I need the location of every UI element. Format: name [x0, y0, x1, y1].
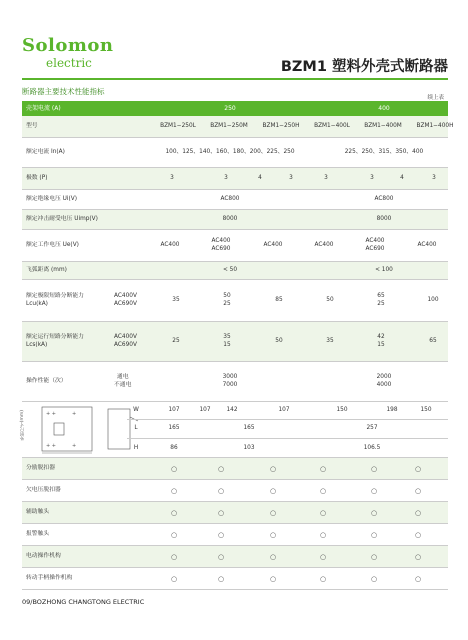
insulation-400: AC800 [374, 195, 394, 202]
table-header [22, 101, 448, 116]
pole-7: 3 [432, 174, 436, 181]
row-accessory-2 [22, 502, 448, 524]
accessory-mark-3-3: ○ [319, 530, 327, 539]
svg-text:+ +: + + [46, 443, 56, 449]
dim-l-label: L [134, 425, 138, 432]
row-accessory-1 [22, 480, 448, 502]
dim-w-2: 142 [226, 406, 238, 413]
accessory-mark-0-3: ○ [319, 464, 327, 473]
accessory-mark-5-3: ○ [319, 574, 327, 583]
accessory-mark-0-1: ○ [217, 464, 225, 473]
pole-2: 4 [258, 174, 262, 181]
dimensions-block [22, 402, 448, 458]
dim-w-6: 150 [420, 406, 432, 413]
lcu-4: 65 25 [377, 292, 385, 307]
accessory-mark-0-4: ○ [370, 464, 378, 473]
ops-400: 2000 4000 [376, 373, 392, 388]
accessory-mark-0-2: ○ [269, 464, 277, 473]
impulse-400: 8000 [376, 215, 392, 222]
accessory-mark-3-4: ○ [370, 530, 378, 539]
row-insulation [22, 190, 448, 210]
accessory-mark-2-0: ○ [170, 508, 178, 517]
dim-w-3: 107 [278, 406, 290, 413]
rated-current-label: 额定电流 In(A) [26, 148, 65, 155]
continued-note: 续上表 [427, 95, 444, 101]
dim-h-0: 86 [170, 444, 178, 451]
working-3: AC400 [314, 241, 334, 248]
arc-400: < 100 [375, 266, 393, 273]
accessory-mark-4-1: ○ [217, 552, 225, 561]
pole-3: 3 [289, 174, 293, 181]
row-lcu [22, 280, 448, 322]
lcs-4: 42 15 [377, 333, 385, 348]
lcs-1: 35 15 [223, 333, 231, 348]
row-dim-w [127, 402, 448, 420]
accessory-mark-4-0: ○ [170, 552, 178, 561]
title-divider [22, 78, 448, 80]
spec-table [20, 101, 454, 590]
lcs-0: 25 [172, 337, 180, 344]
working-4: AC400 AC690 [365, 237, 385, 252]
dim-h-1: 103 [243, 444, 255, 451]
insulation-label: 额定绝缘电压 Ui(V) [26, 195, 77, 202]
accessory-mark-1-4: ○ [370, 486, 378, 495]
dim-w-label: W [133, 406, 139, 413]
accessory-mark-5-5: ○ [414, 574, 422, 583]
pole-6: 4 [400, 174, 404, 181]
working-5: AC400 [417, 241, 437, 248]
dim-w-0: 107 [168, 406, 180, 413]
accessory-mark-5-1: ○ [217, 574, 225, 583]
accessory-mark-1-0: ○ [170, 486, 178, 495]
accessory-mark-2-1: ○ [217, 508, 225, 517]
row-rated-current [22, 138, 448, 168]
brand-logo: Solomon [22, 35, 114, 56]
working-0: AC400 [160, 241, 180, 248]
rated-current-250: 100、125、140、160、180、200、225、250 [165, 148, 295, 155]
header-label: 壳架电流 (A) [26, 104, 61, 112]
accessory-mark-0-0: ○ [170, 464, 178, 473]
accessory-label-2: 辅助触头 [26, 508, 50, 515]
accessory-mark-1-3: ○ [319, 486, 327, 495]
rated-current-400: 225、250、315、350、400 [344, 148, 424, 155]
pole-1: 3 [224, 174, 228, 181]
model-2: BZM1−250H [262, 122, 300, 129]
lcu-1: 50 25 [223, 292, 231, 307]
lcs-2: 50 [275, 337, 283, 344]
poles-label: 极数 (P) [26, 174, 48, 181]
row-models [22, 116, 454, 138]
lcu-2: 85 [275, 296, 283, 303]
breaker-dimension-drawing [32, 405, 142, 455]
arc-250: < 50 [222, 266, 238, 273]
row-dim-h [127, 439, 448, 458]
row-arc [22, 262, 448, 280]
accessory-label-5: 转动手柄操作机构 [26, 574, 73, 581]
accessory-label-3: 报警触头 [26, 530, 50, 537]
accessory-mark-0-5: ○ [414, 464, 422, 473]
accessory-mark-2-4: ○ [370, 508, 378, 517]
accessory-label-1: 欠电压脱扣器 [26, 486, 61, 493]
accessory-label-4: 电动操作机构 [26, 552, 61, 559]
row-accessory-4 [22, 546, 448, 568]
accessory-mark-2-5: ○ [414, 508, 422, 517]
lcs-voltage: AC400V AC690V [114, 333, 137, 348]
section-title: 断路器主要技术性能指标 [22, 87, 105, 96]
dim-h-label: H [133, 444, 139, 451]
lcu-3: 50 [326, 296, 334, 303]
row-dim-l [127, 420, 448, 439]
model-3: BZM1−400L [314, 122, 350, 129]
working-1: AC400 AC690 [211, 237, 231, 252]
pole-4: 3 [324, 174, 328, 181]
accessory-mark-5-0: ○ [170, 574, 178, 583]
page-title: BZM1 塑料外壳式断路器 [280, 59, 448, 75]
header-400: 400 [378, 104, 390, 112]
header-250: 250 [224, 104, 236, 112]
row-ops [22, 362, 448, 402]
ops-sub: 通电 不通电 [114, 373, 132, 388]
row-poles [22, 168, 448, 190]
brand-subtitle: electric [46, 56, 92, 70]
model-0: BZM1−250L [160, 122, 196, 129]
accessory-mark-1-1: ○ [217, 486, 225, 495]
row-accessory-0 [22, 458, 448, 480]
arc-label: 飞弧距离 (mm) [26, 266, 67, 273]
dim-l-1: 165 [243, 425, 255, 432]
svg-text:+ +: + + [46, 411, 56, 417]
lcs-3: 35 [326, 337, 334, 344]
dim-w-1: 107 [199, 406, 211, 413]
working-voltage-label: 额定工作电压 Ue(V) [26, 241, 79, 248]
dim-h-2: 106.5 [363, 444, 381, 451]
lcs-label: 额定运行短路分断能力 Lcs(kA) [26, 333, 84, 348]
row-impulse [22, 210, 448, 230]
impulse-250: 8000 [222, 215, 238, 222]
accessory-mark-3-0: ○ [170, 530, 178, 539]
pole-0: 3 [170, 174, 174, 181]
accessory-mark-3-2: ○ [269, 530, 277, 539]
ops-label: 操作性能（次） [26, 377, 67, 384]
model-4: BZM1−400M [364, 122, 402, 129]
dim-l-0: 165 [168, 425, 180, 432]
dim-w-4: 150 [336, 406, 348, 413]
accessory-mark-1-5: ○ [414, 486, 422, 495]
row-working-voltage [22, 230, 448, 262]
accessory-mark-1-2: ○ [269, 486, 277, 495]
model-1: BZM1−250M [210, 122, 248, 129]
accessory-mark-2-2: ○ [269, 508, 277, 517]
row-accessory-3 [22, 524, 448, 546]
lcu-0: 35 [172, 296, 180, 303]
insulation-250: AC800 [220, 195, 240, 202]
lcs-5: 65 [429, 337, 437, 344]
lcu-label: 额定极限短路分断能力 Lcu(kA) [26, 292, 84, 307]
row-lcs [22, 322, 448, 362]
lcu-voltage: AC400V AC690V [114, 292, 137, 307]
accessory-mark-4-5: ○ [414, 552, 422, 561]
accessory-label-0: 分励脱扣器 [26, 464, 55, 471]
pole-5: 3 [370, 174, 374, 181]
ops-250: 3000 7000 [222, 373, 238, 388]
accessory-mark-5-2: ○ [269, 574, 277, 583]
accessory-mark-2-3: ○ [319, 508, 327, 517]
lcu-5: 100 [427, 296, 439, 303]
dim-l-2: 257 [366, 425, 378, 432]
models-label: 型号 [26, 122, 38, 129]
impulse-label: 额定冲击耐受电压 Uimp(V) [26, 215, 98, 222]
accessory-mark-5-4: ○ [370, 574, 378, 583]
dim-w-5: 198 [386, 406, 398, 413]
dimensions-side-label: 外形尺寸(mm) [20, 410, 25, 441]
accessory-mark-3-5: ○ [414, 530, 422, 539]
accessory-mark-3-1: ○ [217, 530, 225, 539]
working-2: AC400 [263, 241, 283, 248]
page-footer: 09/BOZHONG CHANGTONG ELECTRIC [22, 598, 145, 606]
model-5: BZM1−400H [416, 122, 454, 129]
accessory-mark-4-2: ○ [269, 552, 277, 561]
svg-text:+: + [72, 411, 77, 417]
row-accessory-5 [22, 568, 448, 590]
accessory-mark-4-4: ○ [370, 552, 378, 561]
accessory-mark-4-3: ○ [319, 552, 327, 561]
svg-text:+: + [72, 443, 77, 449]
